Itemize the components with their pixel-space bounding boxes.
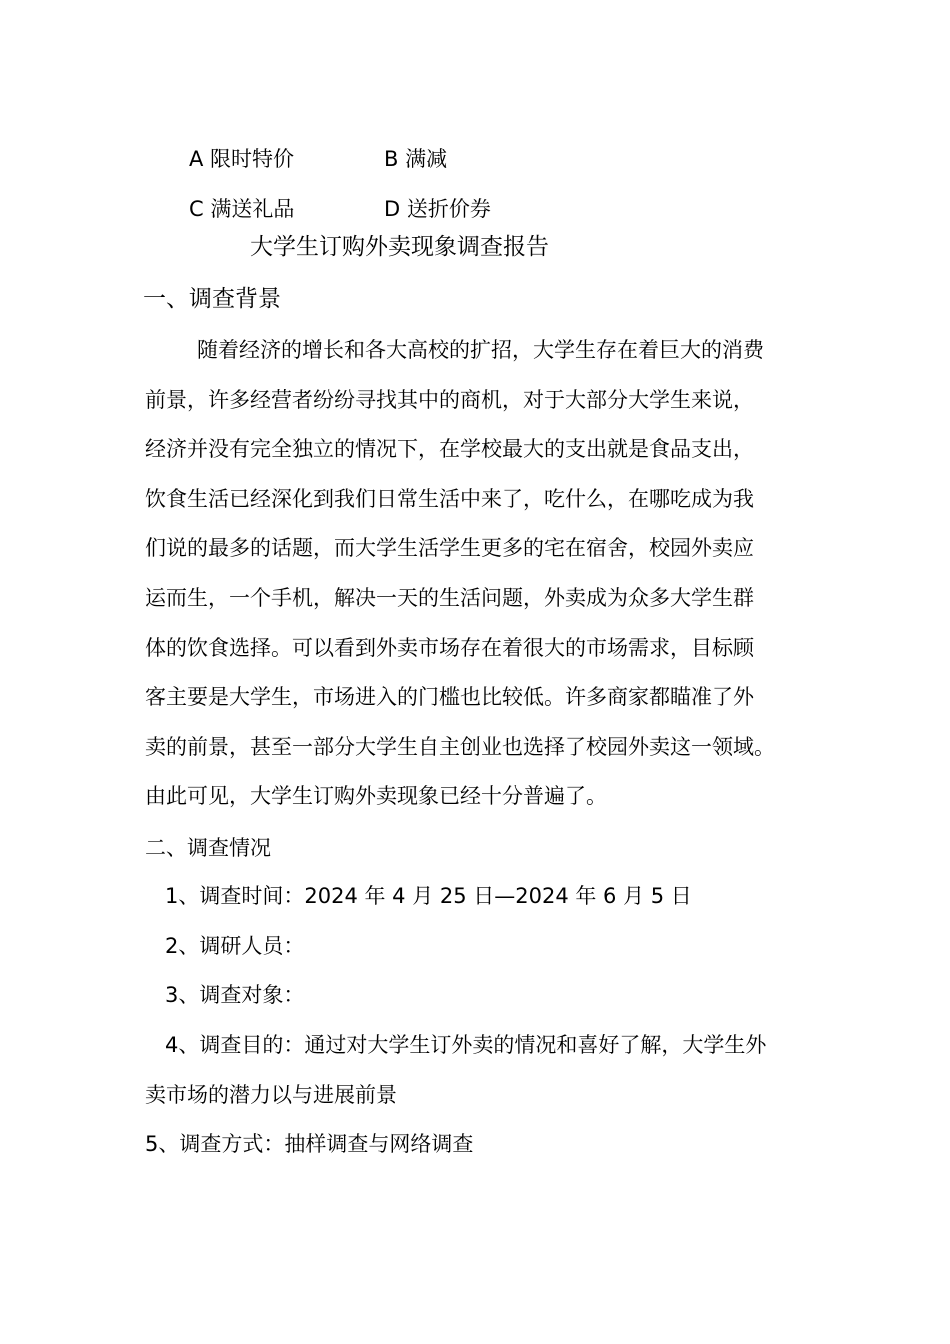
paragraph-line: 由此可见，大学生订购外卖现象已经十分普遍了。 (145, 784, 607, 809)
paragraph-line: 经济并没有完全独立的情况下，在学校最大的支出就是食品支出， (145, 437, 754, 462)
option-d: D 送折价券 (384, 197, 491, 221)
answer-options (189, 133, 579, 233)
section-1-heading: 一、调查背景 (143, 286, 281, 312)
paragraph-line: 体的饮食选择。可以看到外卖市场存在着很大的市场需求，目标顾 (145, 635, 754, 660)
survey-time: 1、调查时间：2024 年 4 月 25 日—2024 年 6 月 5 日 (165, 884, 692, 908)
option-c: C 满送礼品 (189, 197, 295, 221)
survey-details (145, 872, 825, 1170)
paragraph-line: 随着经济的增长和各大高校的扩招，大学生存在着巨大的消费 (197, 338, 764, 362)
paragraph-line: 饮食生活已经深化到我们日常生活中来了，吃什么，在哪吃成为我 (145, 486, 754, 511)
options-row-2 (189, 183, 579, 233)
paragraph-line: 前景，许多经营者纷纷寻找其中的商机，对于大部分大学生来说， (145, 387, 754, 412)
paragraph-line: 卖的前景，甚至一部分大学生自主创业也选择了校园外卖这一领域。 (145, 734, 775, 759)
survey-purpose: 4、调查目的：通过对大学生订外卖的情况和喜好了解，大学生外 (165, 1033, 767, 1058)
paragraph-line: 运而生，一个手机，解决一天的生活问题，外卖成为众多大学生群 (145, 585, 754, 610)
survey-purpose-continued: 卖市场的潜力以与进展前景 (145, 1082, 397, 1107)
paragraph-line: 客主要是大学生，市场进入的门槛也比较低。许多商家都瞄准了外 (145, 685, 754, 710)
option-a: A 限时特价 (189, 147, 295, 171)
survey-method: 5、调查方式：抽样调查与网络调查 (145, 1132, 474, 1157)
option-b: B 满减 (384, 147, 448, 171)
background-paragraph (145, 326, 825, 822)
survey-subjects: 3、调查对象： (165, 983, 305, 1008)
survey-staff: 2、调研人员： (165, 933, 305, 958)
options-row-1 (189, 133, 579, 183)
paragraph-line: 们说的最多的话题，而大学生活学生更多的宅在宿舍，校园外卖应 (145, 536, 754, 561)
report-title: 大学生订购外卖现象调查报告 (250, 234, 549, 260)
section-2-heading: 二、调查情况 (145, 836, 271, 860)
